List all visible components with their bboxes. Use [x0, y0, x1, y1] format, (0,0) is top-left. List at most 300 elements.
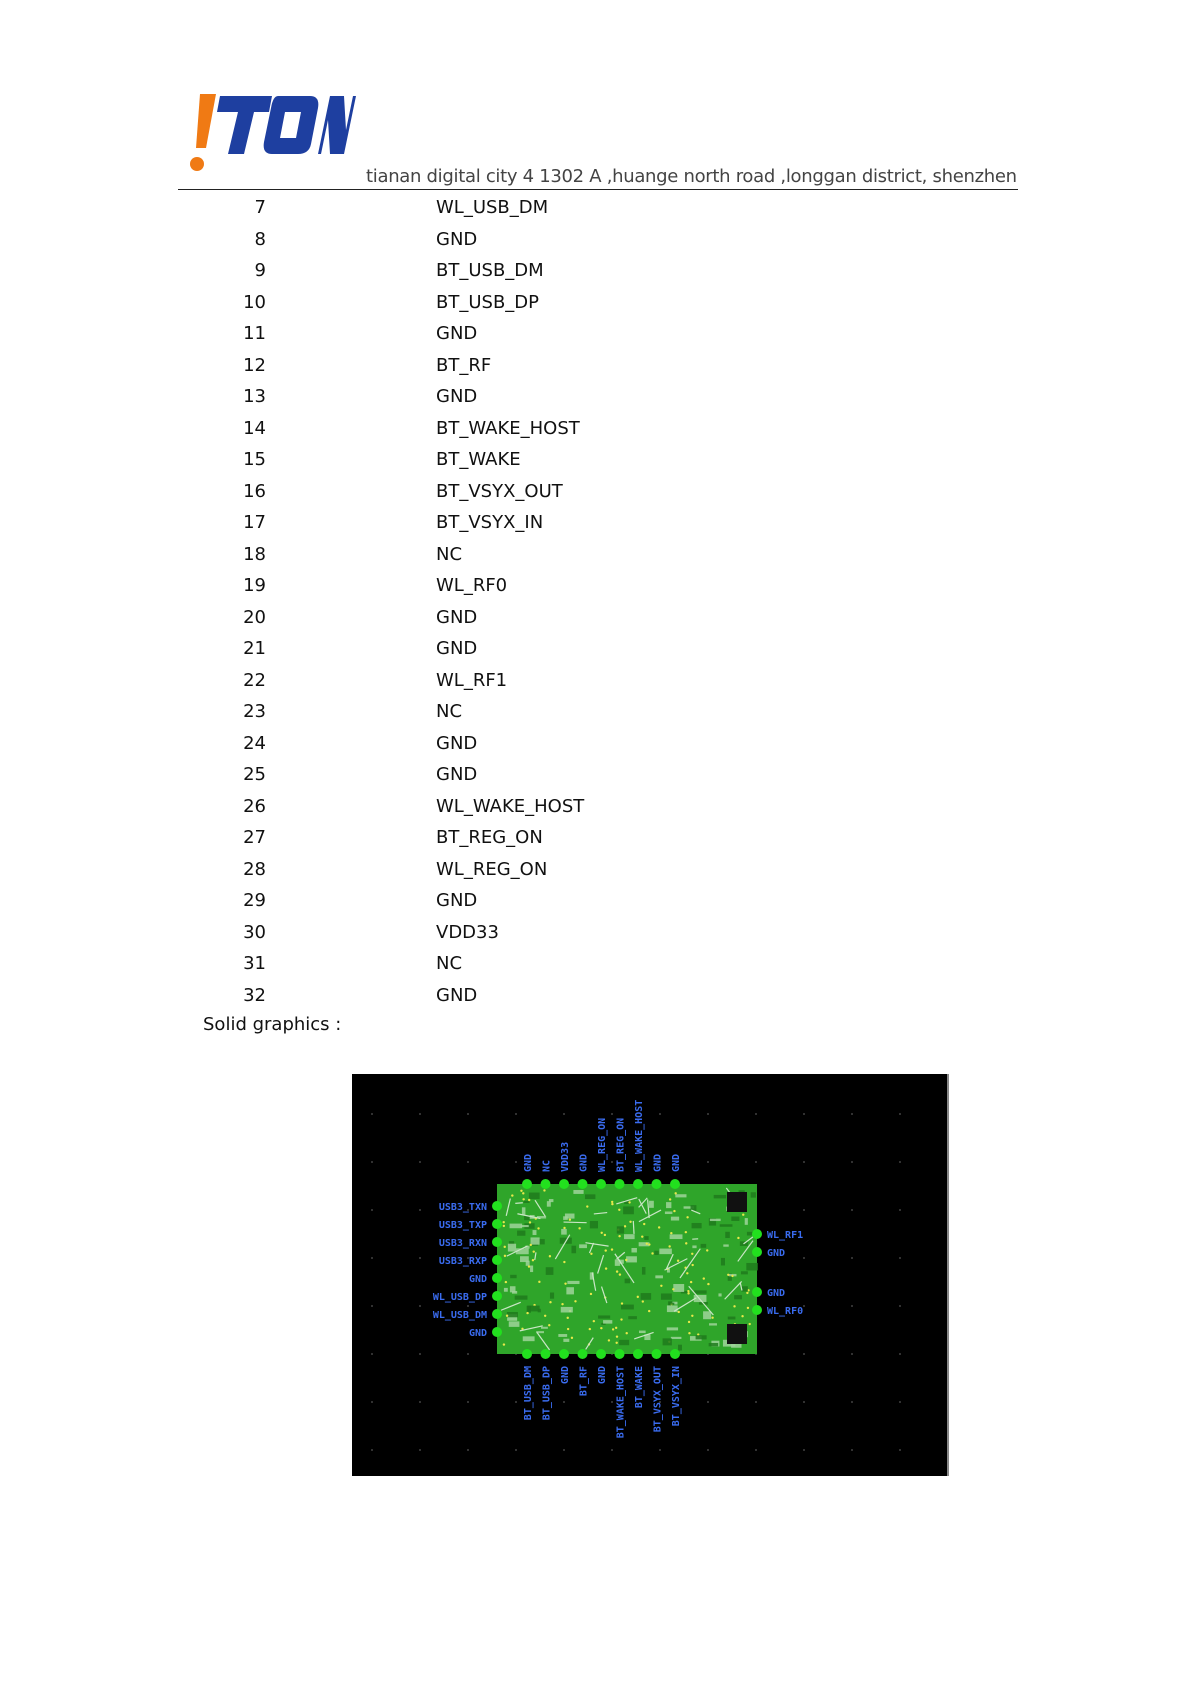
via	[528, 1265, 530, 1267]
component	[623, 1206, 634, 1214]
via	[687, 1292, 689, 1294]
pad	[492, 1255, 502, 1265]
grid-dot	[851, 1305, 853, 1307]
via	[742, 1214, 744, 1216]
pad-label: WL_RF1	[767, 1230, 804, 1241]
component	[675, 1194, 686, 1197]
component	[512, 1291, 517, 1294]
via	[646, 1243, 648, 1245]
component	[692, 1245, 696, 1248]
pad	[670, 1179, 680, 1189]
via	[611, 1201, 613, 1203]
via	[522, 1198, 524, 1200]
pad	[559, 1349, 569, 1359]
via	[711, 1317, 713, 1319]
via	[504, 1246, 506, 1248]
grid-dot	[851, 1209, 853, 1211]
component	[598, 1315, 610, 1318]
grid-dot	[755, 1113, 757, 1115]
via	[530, 1244, 532, 1246]
via	[629, 1221, 631, 1223]
pad	[541, 1179, 551, 1189]
component	[579, 1244, 587, 1248]
via	[648, 1310, 650, 1312]
pad-label: GND	[652, 1153, 664, 1172]
component	[665, 1211, 673, 1214]
pin-name: BT_REG_ON	[436, 827, 543, 849]
via	[578, 1227, 580, 1229]
component	[631, 1248, 636, 1253]
pin-number: 21	[243, 638, 266, 660]
via	[563, 1261, 565, 1263]
grid-dot	[515, 1401, 517, 1403]
component	[659, 1249, 671, 1255]
grid-dot	[707, 1449, 709, 1451]
pin-name: GND	[436, 638, 478, 660]
via	[691, 1264, 693, 1266]
component	[721, 1258, 725, 1266]
via	[537, 1227, 539, 1229]
via	[503, 1225, 505, 1227]
component	[678, 1345, 682, 1351]
pin-name: BT_VSYX_OUT	[436, 480, 563, 502]
pin-number: 26	[243, 795, 266, 817]
via	[561, 1303, 563, 1305]
pin-row	[178, 350, 778, 382]
pad-label: USB3_TXN	[438, 1202, 487, 1213]
pad	[492, 1273, 502, 1283]
pin-number: 10	[243, 291, 266, 313]
pin-name: GND	[436, 890, 478, 912]
via	[522, 1192, 524, 1194]
component	[741, 1286, 747, 1291]
via	[532, 1259, 534, 1261]
component	[714, 1195, 726, 1198]
pad-label: WL_WAKE_HOST	[634, 1099, 645, 1172]
pad	[633, 1349, 643, 1359]
component	[549, 1199, 553, 1202]
grid-dot	[419, 1209, 421, 1211]
grid-dot	[755, 1401, 757, 1403]
component	[671, 1337, 682, 1339]
pad	[752, 1305, 762, 1315]
pin-number: 17	[243, 512, 266, 534]
pad-label: BT_VSYX_OUT	[652, 1366, 664, 1433]
component	[731, 1217, 739, 1221]
component	[521, 1225, 529, 1227]
component	[701, 1244, 706, 1248]
via	[731, 1275, 733, 1277]
via	[548, 1324, 550, 1326]
component	[649, 1201, 654, 1208]
via	[686, 1272, 688, 1274]
via	[628, 1201, 630, 1203]
grid-dot	[419, 1305, 421, 1307]
pin-name: WL_REG_ON	[436, 858, 548, 880]
component	[517, 1231, 525, 1236]
component	[673, 1284, 684, 1292]
pin-row	[178, 602, 778, 634]
pin-name: GND	[436, 606, 478, 628]
pin-name: VDD33	[436, 921, 499, 943]
via	[544, 1315, 546, 1317]
grid-dot	[611, 1113, 613, 1115]
pin-number: 32	[243, 984, 266, 1006]
pad	[670, 1349, 680, 1359]
component	[734, 1295, 742, 1299]
component	[522, 1207, 526, 1214]
pad	[541, 1349, 551, 1359]
via	[688, 1332, 690, 1334]
via	[691, 1253, 693, 1255]
component	[507, 1312, 518, 1317]
component	[561, 1307, 573, 1313]
via	[746, 1292, 748, 1294]
via	[737, 1237, 739, 1239]
component	[566, 1287, 574, 1294]
component	[603, 1320, 612, 1324]
via	[690, 1281, 692, 1283]
grid-dot	[851, 1449, 853, 1451]
pad	[492, 1291, 502, 1301]
via	[624, 1225, 626, 1227]
grid-dot	[803, 1257, 805, 1259]
via	[625, 1259, 627, 1261]
via	[637, 1296, 639, 1298]
via	[703, 1277, 705, 1279]
via	[611, 1203, 613, 1205]
grid-dot	[851, 1353, 853, 1355]
pin-number: 15	[243, 449, 266, 471]
pad-label: WL_USB_DM	[432, 1310, 487, 1321]
component	[741, 1271, 748, 1274]
component	[728, 1317, 736, 1320]
grid-dot	[899, 1113, 901, 1115]
via	[678, 1311, 680, 1313]
pin-number: 18	[243, 543, 266, 565]
pin-number: 12	[243, 354, 266, 376]
via	[686, 1216, 688, 1218]
grid-dot	[467, 1161, 469, 1163]
component	[524, 1201, 530, 1203]
pin-name: WL_USB_DM	[436, 197, 549, 219]
pad-label: GND	[468, 1274, 487, 1285]
grid-dot	[371, 1209, 373, 1211]
pad	[752, 1287, 762, 1297]
pad-label: VDD33	[560, 1141, 571, 1172]
grid-dot	[467, 1353, 469, 1355]
grid-dot	[899, 1257, 901, 1259]
component	[510, 1275, 516, 1278]
via	[605, 1267, 607, 1269]
via	[741, 1315, 743, 1317]
grid-dot	[899, 1449, 901, 1451]
grid-dot	[803, 1401, 805, 1403]
component	[573, 1190, 583, 1194]
grid-dot	[419, 1449, 421, 1451]
grid-dot	[563, 1449, 565, 1451]
grid-dot	[611, 1449, 613, 1451]
pin-row	[178, 318, 778, 350]
via	[571, 1337, 573, 1339]
pin-number: 7	[254, 197, 266, 219]
header-divider	[178, 189, 1018, 190]
via	[528, 1199, 530, 1201]
pad	[752, 1247, 762, 1257]
grid-dot	[707, 1401, 709, 1403]
pin-row	[178, 885, 778, 917]
pin-name: BT_WAKE_HOST	[436, 417, 580, 439]
via	[618, 1235, 620, 1237]
pin-row	[178, 759, 778, 791]
pin-number: 30	[243, 921, 266, 943]
component	[644, 1236, 648, 1240]
antenna-marker	[727, 1324, 747, 1344]
pin-name: NC	[436, 543, 463, 565]
pad-label: GND	[597, 1366, 608, 1385]
pad-label: USB3_RXP	[438, 1256, 487, 1267]
component	[718, 1293, 721, 1296]
via	[685, 1242, 687, 1244]
component	[720, 1224, 733, 1226]
pad	[578, 1349, 588, 1359]
via	[590, 1253, 592, 1255]
component	[585, 1194, 595, 1199]
pad	[652, 1179, 662, 1189]
via	[615, 1327, 617, 1329]
via	[616, 1270, 618, 1272]
component	[550, 1293, 554, 1299]
grid-dot	[371, 1257, 373, 1259]
via	[520, 1190, 522, 1192]
via	[506, 1315, 508, 1317]
pad-label: GND	[578, 1153, 590, 1172]
component	[709, 1323, 717, 1325]
pad	[615, 1349, 625, 1359]
component	[624, 1234, 635, 1239]
via	[611, 1248, 613, 1250]
pad-label: BT_WAKE_HOST	[615, 1366, 627, 1439]
via	[529, 1221, 531, 1223]
pin-number: 14	[243, 417, 266, 439]
component	[670, 1234, 683, 1239]
component	[523, 1336, 535, 1341]
component	[520, 1256, 529, 1262]
pin-number: 20	[243, 606, 266, 628]
via	[526, 1312, 528, 1314]
pad-label: USB3_RXN	[438, 1238, 487, 1249]
grid-dot	[899, 1353, 901, 1355]
grid-dot	[563, 1113, 565, 1115]
via	[687, 1290, 689, 1292]
pad	[633, 1179, 643, 1189]
pad	[559, 1179, 569, 1189]
pin-row	[178, 948, 778, 980]
grid-dot	[899, 1209, 901, 1211]
pin-name: NC	[436, 701, 463, 723]
via	[747, 1307, 749, 1309]
component	[666, 1202, 671, 1208]
pin-row	[178, 444, 778, 476]
via	[593, 1320, 595, 1322]
component	[667, 1305, 678, 1312]
via	[688, 1321, 690, 1323]
via	[643, 1223, 645, 1225]
grid-dot	[899, 1305, 901, 1307]
pin-row	[178, 507, 778, 539]
pad	[522, 1349, 532, 1359]
via	[601, 1232, 603, 1234]
component	[619, 1340, 629, 1345]
grid-dot	[419, 1257, 421, 1259]
grid-dot	[467, 1401, 469, 1403]
grid-dot	[371, 1353, 373, 1355]
pin-number: 13	[243, 386, 266, 408]
via	[673, 1210, 675, 1212]
pin-name: GND	[436, 228, 478, 250]
via	[669, 1198, 671, 1200]
component	[723, 1244, 728, 1246]
grid-dot	[659, 1113, 661, 1115]
via	[642, 1300, 644, 1302]
grid-dot	[611, 1161, 613, 1163]
via	[504, 1255, 506, 1257]
pin-row	[178, 476, 778, 508]
via	[670, 1232, 672, 1234]
pin-name: BT_RF	[436, 354, 492, 376]
pin-row	[178, 696, 778, 728]
via	[503, 1221, 505, 1223]
grid-dot	[803, 1113, 805, 1115]
component	[530, 1266, 533, 1273]
via	[668, 1245, 670, 1247]
pin-row	[178, 570, 778, 602]
grid-dot	[371, 1305, 373, 1307]
grid-dot	[515, 1449, 517, 1451]
company-address: tianan digital city 4 1302 A ,huange north road ,longgan district, shenzhen	[366, 166, 1017, 187]
pad	[492, 1201, 502, 1211]
via	[619, 1273, 621, 1275]
component	[509, 1321, 520, 1327]
component	[694, 1290, 707, 1293]
via	[604, 1234, 606, 1236]
via	[612, 1328, 614, 1330]
pad-label: BT_RF	[578, 1366, 590, 1397]
pad	[596, 1179, 606, 1189]
via	[511, 1194, 513, 1196]
pin-row	[178, 539, 778, 571]
pin-number: 28	[243, 858, 266, 880]
pad-label: GND	[523, 1153, 534, 1172]
component	[590, 1221, 598, 1228]
via	[567, 1317, 569, 1319]
component	[669, 1303, 675, 1305]
grid-dot	[419, 1113, 421, 1115]
pin-row	[178, 192, 778, 224]
pad	[615, 1179, 625, 1189]
pin-name: WL_RF1	[436, 669, 508, 691]
pin-row	[178, 381, 778, 413]
via	[569, 1219, 571, 1221]
grid-dot	[467, 1449, 469, 1451]
pin-name: GND	[436, 764, 478, 786]
pad-label: GND	[468, 1328, 487, 1339]
pin-name: WL_RF0	[436, 575, 508, 597]
component	[710, 1219, 721, 1221]
component	[626, 1256, 637, 1262]
pin-row	[178, 287, 778, 319]
via	[658, 1226, 660, 1228]
pin-name: NC	[436, 953, 463, 975]
component	[671, 1217, 679, 1221]
pin-row	[178, 413, 778, 445]
pad-label: GND	[560, 1366, 571, 1385]
grid-dot	[371, 1449, 373, 1451]
grid-dot	[467, 1113, 469, 1115]
component	[725, 1232, 730, 1238]
grid-dot	[899, 1161, 901, 1163]
component	[558, 1334, 567, 1337]
component	[639, 1331, 646, 1334]
component	[571, 1246, 576, 1254]
pad-label: BT_WAKE	[634, 1366, 645, 1409]
grid-dot	[803, 1161, 805, 1163]
via	[616, 1335, 618, 1337]
pin-row	[178, 633, 778, 665]
pin-row	[178, 822, 778, 854]
pad-label: GND	[767, 1248, 786, 1259]
via	[691, 1315, 693, 1317]
grid-dot	[371, 1401, 373, 1403]
via	[549, 1301, 551, 1303]
pad-label: BT_REG_ON	[615, 1117, 627, 1172]
component	[538, 1309, 541, 1313]
component	[541, 1327, 548, 1329]
grid-dot	[755, 1449, 757, 1451]
component	[667, 1327, 678, 1330]
component	[628, 1316, 637, 1319]
component	[533, 1230, 537, 1235]
grid-dot	[851, 1113, 853, 1115]
pad	[492, 1327, 502, 1337]
grid-dot	[803, 1449, 805, 1451]
component	[561, 1229, 567, 1235]
component	[504, 1288, 508, 1292]
via	[621, 1302, 623, 1304]
component	[529, 1193, 540, 1200]
pin-number: 24	[243, 732, 266, 754]
component	[625, 1279, 630, 1284]
pad-label: WL_RF0	[767, 1306, 804, 1317]
pin-row	[178, 665, 778, 697]
pin-name: WL_WAKE_HOST	[436, 795, 585, 817]
component	[655, 1275, 663, 1278]
pin-number: 16	[243, 480, 266, 502]
component	[746, 1263, 758, 1270]
grid-dot	[803, 1209, 805, 1211]
via	[564, 1282, 566, 1284]
via	[586, 1205, 588, 1207]
pad	[492, 1309, 502, 1319]
pin-name: BT_USB_DP	[436, 291, 540, 313]
grid-dot	[707, 1161, 709, 1163]
grid-dot	[515, 1113, 517, 1115]
component	[641, 1293, 652, 1300]
via	[543, 1189, 545, 1191]
grid-dot	[803, 1353, 805, 1355]
via	[733, 1305, 735, 1307]
component	[508, 1244, 516, 1252]
